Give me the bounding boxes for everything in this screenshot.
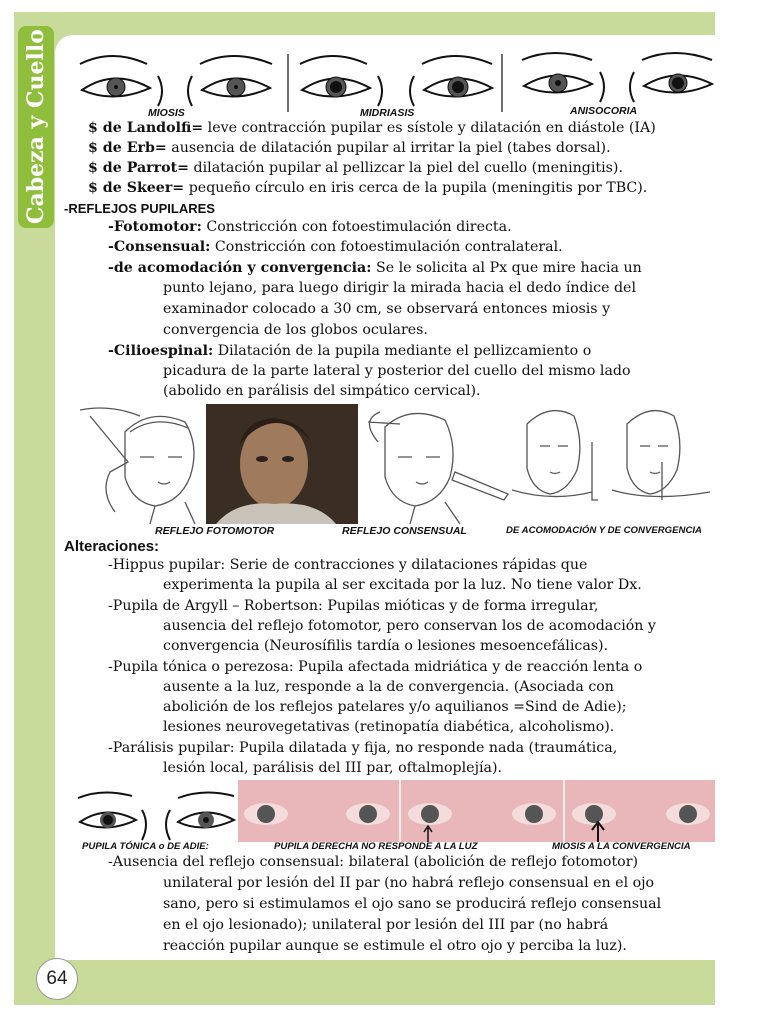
alteracion-hippus: -Hippus pupilar: Serie de contracciones y dilataciones rápidas que	[108, 557, 588, 573]
page-number: 64	[36, 958, 78, 1000]
label-reflejo-consensual: REFLEJO CONSENSUAL	[342, 525, 467, 537]
reflejo-acomodacion-line: examinador colocado a 30 cm, se observará entonces miosis y	[163, 301, 611, 317]
reflejo-cilioespinal-line: picadura de la parte lateral y posterior del cuello del mismo lado	[163, 363, 631, 379]
fotomotor-sketch-icon	[80, 402, 208, 524]
alteracion-tonica: -Pupila tónica o perezosa: Pupila afectada midriática y de reacción lenta o	[108, 659, 643, 675]
sign-landolfi: $ de Landolfi= leve contracción pupilar es sístole y dilatación en diástole (IA)	[88, 120, 656, 136]
reflejo-cilioespinal: -Cilioespinal: Dilatación de la pupila mediante el pellizcamiento o	[108, 343, 592, 359]
alteracion-hippus-line: experimenta la pupila al ser excitada por la luz. No tiene valor Dx.	[163, 577, 642, 593]
fotomotor-photo	[206, 404, 358, 524]
label-pupila-derecha: PUPILA DERECHA NO RESPONDE A LA LUZ	[274, 841, 478, 852]
alteracion-paralisis: -Parálisis pupilar: Pupila dilatada y fija, no responde nada (traumática,	[108, 740, 618, 756]
section-tab	[18, 26, 54, 228]
reflejo-consensual: -Consensual: Constricción con fotoestimulación contralateral.	[108, 239, 563, 255]
ausencia-line: reacción pupilar aunque se estimule el otro ojo y perciba la luz).	[163, 938, 627, 954]
label-midriasis: MIDRIASIS	[360, 107, 415, 119]
alteracion-argyll-line: convergencia (Neurosífilis tardía o lesiones mesoencefálicas).	[163, 638, 609, 654]
alteracion-argyll: -Pupila de Argyll – Robertson: Pupilas mióticas y de forma irregular,	[108, 598, 599, 614]
reflejo-acomodacion-line: convergencia de los globos oculares.	[163, 322, 428, 338]
ausencia-line: en el ojo lesionado); unilateral por lesión del III par (no habrá	[163, 917, 609, 933]
alteraciones-heading: Alteraciones:	[64, 538, 160, 555]
adie-eyes-icon	[70, 788, 240, 848]
ausencia-consensual: -Ausencia del reflejo consensual: bilateral (abolición de reflejo fotomotor)	[108, 854, 639, 870]
consensual-sketch-icon	[360, 402, 510, 524]
alteracion-tonica-line: abolición de los reflejos patelares y/o aquilianos =Sind de Adie);	[163, 699, 627, 715]
label-miosis-convergencia: MIOSIS A LA CONVERGENCIA	[552, 841, 691, 852]
label-acomodacion-convergencia: DE ACOMODACIÓN Y DE CONVERGENCIA	[506, 525, 702, 536]
alteracion-argyll-line: ausencia del reflejo fotomotor, pero conservan los de acomodación y	[163, 618, 656, 634]
label-miosis: MIOSIS	[148, 107, 185, 119]
label-pupila-tonica: PUPILA TÓNICA o DE ADIE:	[82, 841, 209, 852]
ausencia-line: sano, pero si estimulamos el ojo sano se producirá reflejo consensual	[163, 896, 662, 912]
alteracion-tonica-line: ausente a la luz, responde a la de convergencia. (Asociada con	[163, 679, 614, 695]
reflejos-heading: -REFLEJOS PUPILARES	[64, 201, 215, 216]
pupil-photos-strip	[238, 780, 715, 842]
reflejo-fotomotor: -Fotomotor: Constricción con fotoestimulación directa.	[108, 219, 512, 235]
reflejo-acomodacion: -de acomodación y convergencia: Se le solicita al Px que mire hacia un	[108, 260, 642, 276]
label-anisocoria: ANISOCORIA	[570, 105, 638, 117]
reflejo-acomodacion-line: punto lejano, para luego dirigir la mirada hacia el dedo índice del	[163, 280, 636, 296]
sign-erb: $ de Erb= ausencia de dilatación pupilar al irritar la piel (tabes dorsal).	[88, 140, 611, 156]
ausencia-line: unilateral por lesión del II par (no habrá reflejo consensual en el ojo	[163, 875, 655, 891]
section-tab-title: Cabeza y Cuello	[23, 29, 49, 225]
sign-skeer: $ de Skeer= pequeño círculo en iris cerca de la pupila (meningitis por TBC).	[88, 180, 648, 196]
alteracion-tonica-line: lesiones neurovegetativas (retinopatía diabética, alcoholismo).	[163, 719, 615, 735]
acomodacion-sketch-icon	[512, 402, 712, 524]
eye-drawings-icon	[62, 46, 715, 112]
label-reflejo-fotomotor: REFLEJO FOTOMOTOR	[155, 525, 275, 537]
reflejo-cilioespinal-line: (abolido en parálisis del simpático cervical).	[163, 383, 481, 399]
alteracion-paralisis-line: lesión local, parálisis del III par, oftalmoplejía).	[163, 760, 503, 776]
sign-parrot: $ de Parrot= dilatación pupilar al pellizcar la piel del cuello (meningitis).	[88, 160, 623, 176]
